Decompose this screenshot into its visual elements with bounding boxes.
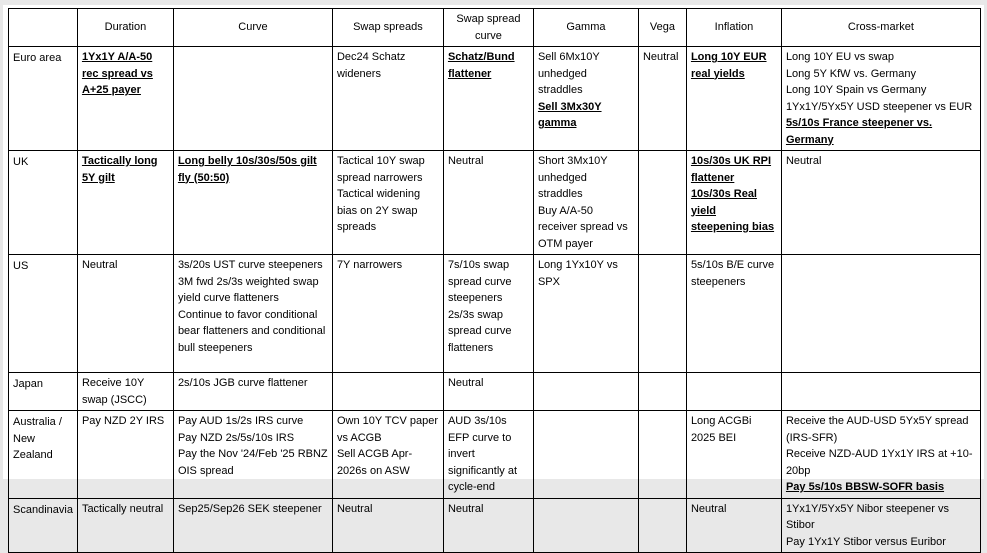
- region-label: Euro area: [9, 47, 78, 151]
- cell-gamma: [533, 498, 638, 553]
- trade-item: 1Yx1Y/5Yx5Y Nibor steepener vs Stibor: [785, 502, 949, 531]
- cell-curve: [173, 151, 332, 255]
- table-row-japan: [9, 373, 981, 411]
- trade-item: 5s/10s B/E curve steepeners: [690, 259, 775, 288]
- table-row-australia-new-zealand: [9, 411, 981, 499]
- region-label: UK: [9, 151, 78, 255]
- region-label: Japan: [9, 373, 78, 411]
- cell-inflation: [686, 255, 781, 373]
- trade-item: Schatz/Bund flattener: [447, 51, 515, 80]
- cell-vega: [638, 255, 686, 373]
- cell-swap-spreads: [332, 373, 443, 411]
- column-header-gamma: Gamma: [533, 9, 638, 47]
- column-header-vega: Vega: [638, 9, 686, 47]
- column-header-duration: Duration: [77, 9, 173, 47]
- trade-item: Tactical widening bias on 2Y swap spreads: [336, 188, 421, 233]
- trade-item: 10s/30s UK RPI flattener: [690, 155, 772, 184]
- cell-inflation: [686, 411, 781, 499]
- cell-vega: [638, 373, 686, 411]
- trade-item: Tactically long 5Y gilt: [81, 155, 158, 184]
- trade-item: Receive the AUD-USD 5Yx5Y spread (IRS-SFR): [785, 415, 969, 444]
- trade-item: Pay NZD 2Y IRS: [81, 415, 165, 427]
- trade-item: Tactically neutral: [81, 502, 164, 515]
- column-header-curve: Curve: [173, 9, 332, 47]
- trade-item: Neutral: [642, 51, 679, 63]
- table-row-uk: [9, 151, 981, 255]
- region-label: Scandinavia: [9, 498, 78, 553]
- cell-swap-spread-curve: [443, 411, 533, 499]
- document-page: [3, 5, 984, 548]
- cell-vega: [638, 47, 686, 151]
- cell-swap-spread-curve: [443, 47, 533, 151]
- cell-cross-market: [781, 373, 980, 411]
- trade-item: Neutral: [785, 155, 822, 167]
- trade-item: 1Yx1Y A/A-50 rec spread vs A+25 payer: [81, 51, 153, 96]
- column-header-region: [9, 9, 78, 47]
- cell-cross-market: [781, 47, 980, 151]
- cell-vega: [638, 151, 686, 255]
- cell-curve: [173, 411, 332, 499]
- trade-item: Sell 3Mx30Y gamma: [537, 100, 602, 129]
- trade-item: Short 3Mx10Y unhedged straddles: [537, 155, 608, 200]
- trade-item: 10s/30s Real yield steepening bias: [690, 188, 775, 233]
- cell-inflation: [686, 498, 781, 553]
- trade-item: Neutral: [447, 377, 484, 389]
- cell-gamma: [533, 151, 638, 255]
- trade-item: Sell ACGB Apr-2026s on ASW: [336, 448, 413, 477]
- region-label: US: [9, 255, 78, 373]
- cell-swap-spread-curve: [443, 498, 533, 553]
- cell-swap-spreads: [332, 255, 443, 373]
- cell-duration: [77, 373, 173, 411]
- cell-gamma: [533, 411, 638, 499]
- trade-recommendations-table: [8, 8, 981, 553]
- cell-swap-spreads: [332, 411, 443, 499]
- trade-item: 7Y narrowers: [336, 259, 403, 271]
- trade-item: Long ACGBi 2025 BEI: [690, 415, 752, 444]
- trade-item: Pay the Nov '24/Feb '25 RBNZ OIS spread: [177, 448, 328, 477]
- cell-curve: [173, 255, 332, 373]
- trade-item: Dec24 Schatz wideners: [336, 51, 406, 80]
- trade-item: 1Yx1Y/5Yx5Y USD steepener vs EUR: [785, 100, 973, 113]
- column-header-swap-spread-curve: Swap spread curve: [443, 9, 533, 47]
- cell-cross-market: [781, 498, 980, 553]
- trade-item: Long 10Y EU vs swap: [785, 51, 894, 63]
- trade-item: Pay 1Yx1Y Stibor versus Euribor: [785, 535, 946, 548]
- region-label: Australia / New Zealand: [9, 411, 78, 499]
- cell-duration: [77, 411, 173, 499]
- trade-item: Long 1Yx10Y vs SPX: [537, 259, 618, 288]
- trade-item: 5s/10s France steepener vs. Germany: [785, 117, 933, 146]
- cell-swap-spread-curve: [443, 255, 533, 373]
- cell-cross-market: [781, 411, 980, 499]
- trade-item: Long 5Y KfW vs. Germany: [785, 67, 916, 80]
- cell-vega: [638, 411, 686, 499]
- column-header-inflation: Inflation: [686, 9, 781, 47]
- cell-cross-market: [781, 255, 980, 373]
- table-body: [9, 47, 981, 553]
- trade-item: 7s/10s swap spread curve steepeners: [447, 259, 512, 304]
- cell-curve: [173, 373, 332, 411]
- trade-item: 3M fwd 2s/3s weighted swap yield curve flatteners: [177, 275, 319, 304]
- cell-duration: [77, 498, 173, 553]
- trade-item: AUD 3s/10s EFP curve to invert significantly at cycle-end: [447, 415, 518, 493]
- cell-gamma: [533, 373, 638, 411]
- cell-vega: [638, 498, 686, 553]
- trade-item: Sell 6Mx10Y unhedged straddles: [537, 51, 600, 96]
- trade-item: Long 10Y Spain vs Germany: [785, 84, 927, 96]
- column-header-swap-spreads: Swap spreads: [332, 9, 443, 47]
- trade-item: Long 10Y EUR real yields: [690, 51, 767, 80]
- trade-item: Receive NZD-AUD 1Yx1Y IRS at +10-20bp: [785, 448, 973, 477]
- column-header-cross-market: Cross-market: [781, 9, 980, 47]
- table-row-euro-area: [9, 47, 981, 151]
- cell-duration: [77, 47, 173, 151]
- cell-swap-spreads: [332, 498, 443, 553]
- cell-curve: [173, 498, 332, 553]
- cell-curve: [173, 47, 332, 151]
- cell-duration: [77, 255, 173, 373]
- trade-item: Pay NZD 2s/5s/10s IRS: [177, 431, 295, 444]
- cell-cross-market: [781, 151, 980, 255]
- trade-item: Receive 10Y swap (JSCC): [81, 377, 147, 406]
- trade-item: Pay AUD 1s/2s IRS curve: [177, 415, 304, 427]
- cell-duration: [77, 151, 173, 255]
- trade-item: Continue to favor conditional bear flatteners and conditional bull steepeners: [177, 308, 326, 354]
- trade-item: Tactical 10Y swap spread narrowers: [336, 155, 425, 184]
- table-header: [9, 9, 981, 47]
- trade-item: Sep25/Sep26 SEK steepener: [177, 502, 322, 515]
- table-row-us: [9, 255, 981, 373]
- trade-item: Own 10Y TCV paper vs ACGB: [336, 415, 439, 444]
- trade-item: Pay 5s/10s BBSW-SOFR basis: [785, 481, 945, 493]
- trade-item: 3s/20s UST curve steepeners: [177, 259, 323, 271]
- cell-inflation: [686, 373, 781, 411]
- trade-item: Neutral: [336, 502, 373, 515]
- cell-inflation: [686, 47, 781, 151]
- table-row-scandinavia: [9, 498, 981, 553]
- cell-swap-spreads: [332, 47, 443, 151]
- trade-item: Buy A/A-50 receiver spread vs OTM payer: [537, 204, 628, 250]
- trade-item: Neutral: [690, 502, 727, 515]
- trade-item: Neutral: [81, 259, 118, 271]
- cell-gamma: [533, 255, 638, 373]
- cell-swap-spread-curve: [443, 151, 533, 255]
- cell-gamma: [533, 47, 638, 151]
- cell-swap-spreads: [332, 151, 443, 255]
- trade-item: 2s/10s JGB curve flattener: [177, 377, 308, 389]
- trade-item: Neutral: [447, 155, 484, 167]
- trade-item: Long belly 10s/30s/50s gilt fly (50:50): [177, 155, 317, 184]
- trade-item: 2s/3s swap spread curve flatteners: [447, 308, 512, 354]
- header-row: [9, 9, 981, 47]
- cell-inflation: [686, 151, 781, 255]
- cell-swap-spread-curve: [443, 373, 533, 411]
- trade-item: Neutral: [447, 502, 484, 515]
